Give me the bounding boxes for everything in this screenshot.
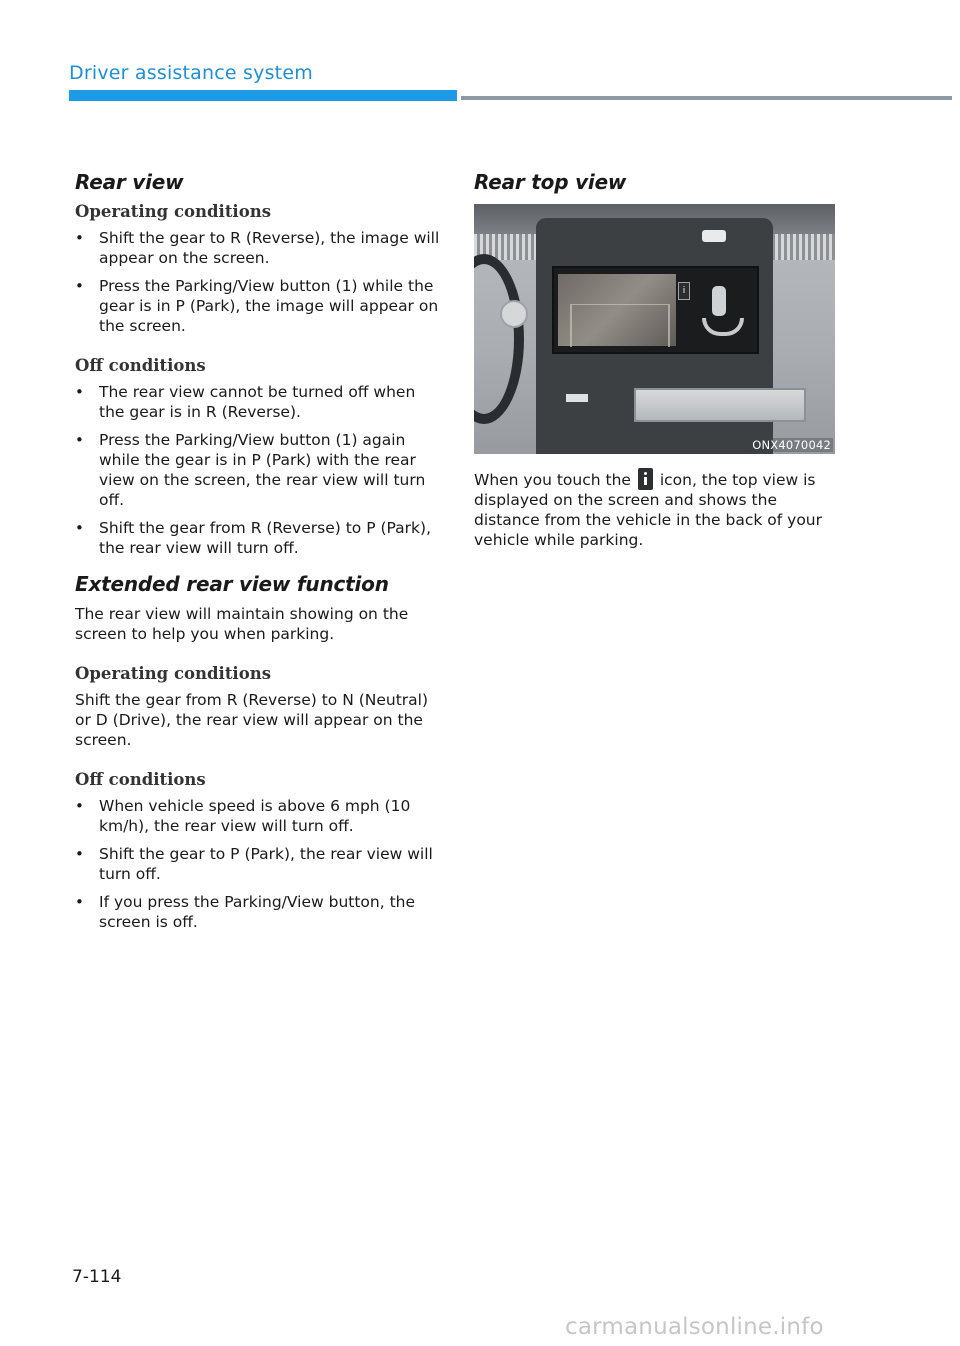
rear-top-view-heading: Rear top view [474,170,627,194]
list-item: • Shift the gear to R (Reverse), the image will appear on the screen. [75,228,440,268]
right-vent [769,234,835,260]
header-bar-rule [461,96,952,100]
extended-rear-view-heading: Extended rear view function [75,572,389,596]
top-view-icon: i [678,282,690,300]
rear-view-heading: Rear view [75,170,184,194]
rear-view-off-list [75,382,440,558]
header-bar-accent [69,90,457,101]
infotainment-screen [552,266,759,354]
top-view-display [694,278,744,342]
list-item: • Press the Parking/View button (1) again while the gear is in P (Park) with the rear view on the screen, the rear view will turn off. [75,430,440,510]
list-item: • When vehicle speed is above 6 mph (10 km/h), the rear view will turn off. [75,796,440,836]
steering-wheel [474,254,524,424]
watermark: carmanualsonline.info [565,1314,824,1340]
left-column [75,170,440,952]
list-item: • Shift the gear to P (Park), the rear view will turn off. [75,844,440,884]
text-before-icon: When you touch the [474,471,631,489]
list-item: • If you press the Parking/View button, the screen is off. [75,892,440,932]
right-column [474,170,844,570]
text-after-icon: icon, the top view is displayed on the screen and shows the distance from the vehicle in the back of your vehicle while parking. [474,471,823,549]
list-item: • Press the Parking/View button (1) while the gear is in P (Park), the image will appear on the screen. [75,276,440,336]
rear-view-off-heading: Off conditions [75,356,206,375]
rear-top-view-figure [474,204,835,454]
rear-view-operating-heading: Operating conditions [75,202,271,221]
extended-operating-heading: Operating conditions [75,664,271,683]
rear-camera-image [558,274,676,346]
rear-view-operating-list [75,228,440,336]
figure-caption: ONX4070042 [752,438,831,452]
list-item: • Shift the gear from R (Reverse) to P (Park), the rear view will turn off. [75,518,440,558]
console-button [566,394,588,402]
distance-arc [702,318,744,336]
header-title: Driver assistance system [69,62,313,84]
hazard-button [702,230,726,242]
extended-off-list [75,796,440,932]
extended-off-heading: Off conditions [75,770,206,789]
rear-top-view-text [474,468,844,550]
car-icon [712,286,726,316]
page-number: 7-114 [72,1267,122,1287]
extended-operating-text: Shift the gear from R (Reverse) to N (Neutral) or D (Drive), the rear view will appear on the screen. [75,691,429,749]
parking-guidelines [570,304,670,347]
top-view-icon [638,468,653,490]
list-item: • The rear view cannot be turned off when the gear is in R (Reverse). [75,382,440,422]
extended-intro: The rear view will maintain showing on the screen to help you when parking. [75,605,409,643]
lower-control-panel [634,388,806,422]
dial-knob [500,300,528,328]
